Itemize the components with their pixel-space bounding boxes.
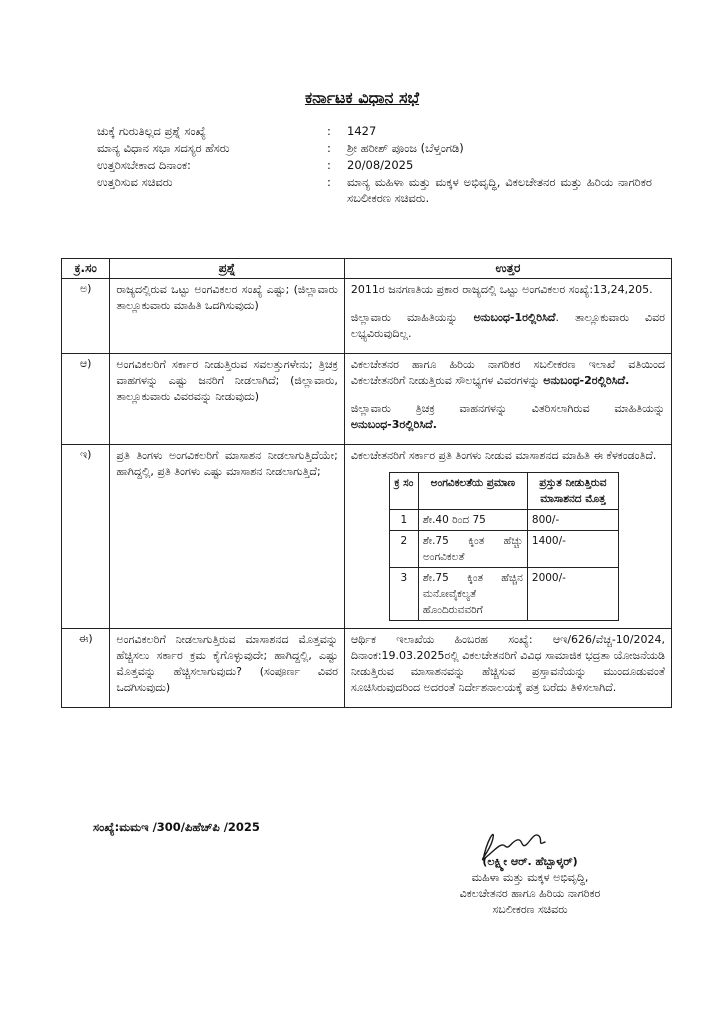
answer-para: ಜಿಲ್ಲಾವಾರು ಮಾಹಿತಿಯನ್ನು ಅನುಬಂಧ-1ರಲ್ಲಿರಿಸಿದೆ. ತಾಲ್ಲೂಕುವಾರು ವಿವರ ಲಭ್ಯವಿರುವುದಿಲ್ಲ.: [350, 311, 665, 340]
annexure-ref: ಅನುಬಂಧ-2ರಲ್ಲಿರಿಸಿದೆ.: [543, 374, 630, 387]
question-meta: [97, 123, 652, 206]
signatory-designation-line: ವಿಕಲಚೇತನರ ಹಾಗೂ ಹಿರಿಯ ನಾಗರಿಕರ: [459, 887, 601, 900]
row-answer: [344, 445, 671, 629]
answer-para: 2011ರ ಜನಗಣತಿಯ ಪ್ರಕಾರ ರಾಜ್ಯದಲ್ಲಿ ಒಟ್ಟು ಅಂಗವಿಕಲರ ಸಂಖ್ಯೆ:13,24,205.: [350, 283, 653, 296]
row-sl: ಈ): [62, 629, 110, 708]
meta-value: ಶ್ರೀ ಹರೀಶ್ ಪೂಂಜ (ಬೆಳ್ತಂಗಡಿ): [347, 141, 464, 155]
reference-number: ಸಂಖ್ಯೆ:ಮಮಇ /300/ಪಿಹೆಚ್‌ಪಿ /2025: [93, 820, 260, 834]
table-row: [62, 445, 672, 629]
signatory-name: (ಲಕ್ಷ್ಮೀ ಆರ್. ಹೆಬ್ಬಾಳ್ಕರ್): [482, 855, 578, 868]
pension-row: [389, 568, 618, 621]
pension-extent: ಶೇ.40 ರಿಂದ 75: [418, 510, 527, 531]
pension-header-sl: ಕ್ರ ಸಂ: [389, 473, 418, 510]
pension-sl: 1: [389, 510, 418, 531]
meta-row-question-number: [97, 123, 652, 140]
meta-colon: :: [327, 175, 331, 189]
pension-header-row: [389, 473, 618, 510]
row-answer: [344, 629, 671, 708]
row-sl: ಆ): [62, 354, 110, 445]
meta-label: ಮಾನ್ಯ ವಿಧಾನ ಸಭಾ ಸದಸ್ಯರ ಹೆಸರು: [97, 141, 230, 155]
row-answer: [344, 354, 671, 445]
annexure-ref: ಅನುಬಂಧ-3ರಲ್ಲಿರಿಸಿದೆ.: [350, 418, 437, 431]
signatory-designation-line: ಮಹಿಳಾ ಮತ್ತು ಮಕ್ಕಳ ಅಭಿವೃದ್ಧಿ,: [471, 871, 589, 884]
table-header-row: [62, 259, 672, 279]
pension-header-extent: ಅಂಗವಿಕಲತೆಯ ಪ್ರಮಾಣ: [418, 473, 527, 510]
meta-label: ಚುಕ್ಕೆ ಗುರುತಿಲ್ಲದ ಪ್ರಶ್ನೆ ಸಂಖ್ಯೆ: [97, 124, 206, 138]
pension-table: [389, 472, 619, 621]
answer-para: ವಿಕಲಚೇತನರ ಹಾಗೂ ಹಿರಿಯ ನಾಗರಿಕರ ಸಬಲೀಕರಣ ಇಲಾಖೆ ವತಿಯಿಂದ ವಿಕಲಚೇತನರಿಗೆ ನೀಡುತ್ತಿರುವ ಸೌಲಭ್ಯಗಳ ವಿವರಗಳನ್ನು ಅನುಬಂಧ-2ರಲ್ಲಿರಿಸಿದೆ.: [350, 358, 665, 387]
signature-block: [400, 854, 660, 918]
meta-label: ಉತ್ತರಿಸಬೇಕಾದ ದಿನಾಂಕ:: [97, 158, 191, 172]
pension-row: [389, 510, 618, 531]
row-sl: ಇ): [62, 445, 110, 629]
meta-value: 1427: [347, 124, 377, 138]
header-sl: ಕ್ರ.ಸಂ: [62, 259, 110, 279]
header-answer: ಉತ್ತರ: [344, 259, 671, 279]
pension-amount: 2000/-: [527, 568, 618, 621]
meta-value: 20/08/2025: [347, 158, 414, 172]
pension-header-amount: ಪ್ರಸ್ತುತ ನೀಡುತ್ತಿರುವ ಮಾಸಾಶನದ ಮೊತ್ತ: [527, 473, 618, 510]
pension-amount: 1400/-: [527, 531, 618, 568]
header-question: ಪ್ರಶ್ನೆ: [110, 259, 344, 279]
table-row: [62, 279, 672, 354]
meta-row-minister: [97, 174, 652, 206]
pension-row: [389, 531, 618, 568]
answer-para: ಜಿಲ್ಲಾವಾರು ತ್ರಿಚಕ್ರ ವಾಹನಗಳನ್ನು ವಿತರಿಸಲಾಗಿರುವ ಮಾಹಿತಿಯನ್ನು ಅನುಬಂಧ-3ರಲ್ಲಿರಿಸಿದೆ.: [350, 402, 665, 431]
meta-label: ಉತ್ತರಿಸುವ ಸಚಿವರು: [97, 175, 173, 189]
meta-row-member-name: [97, 140, 652, 157]
row-sl: ಅ): [62, 279, 110, 354]
meta-colon: :: [327, 124, 331, 138]
row-question: ಅಂಗವಿಕಲರಿಗೆ ನೀಡಲಾಗುತ್ತಿರುವ ಮಾಸಾಶನದ ಮೊತ್ತವನ್ನು ಹೆಚ್ಚಿಸಲು ಸರ್ಕಾರ ಕ್ರಮ ಕೈಗೊಳ್ಳುವುದೇ; ಹಾಗಿದ್ದಲ್ಲಿ, ಎಷ್ಟು ಮೊತ್ತವನ್ನು ಹೆಚ್ಚಿಸಲಾಗುವುದು? (ಸಂಪೂರ್ಣ ವಿವರ ಒದಗಿಸುವುದು): [110, 629, 344, 708]
pension-sl: 3: [389, 568, 418, 621]
answer-para: ಆರ್ಥಿಕ ಇಲಾಖೆಯ ಹಿಂಬರಹ ಸಂಖ್ಯೆ: ಆಇ/626/ವೆಚ್ಚ-10/2024, ದಿನಾಂಕ:19.03.2025ರಲ್ಲಿ ವಿಕಲಚೇತನರಿಗೆ ವಿವಿಧ ಸಾಮಾಜಿಕ ಭದ್ರತಾ ಯೋಜನೆಯಡಿ ನೀಡುತ್ತಿರುವ ಮಾಸಾಶನವನ್ನು ಹೆಚ್ಚಿಸುವ ಪ್ರಸ್ತಾವನೆಯನ್ನು ಮುಂದೂಡುವಂತೆ ಸೂಚಿಸಿರುವುದರಿಂದ ಅದರಂತೆ ನಿರ್ದೇಶನಾಲಯಕ್ಕೆ ಪತ್ರ ಬರೆದು ತಿಳಿಸಲಾಗಿದೆ.: [350, 633, 665, 694]
annexure-ref: ಅನುಬಂಧ-1ರಲ್ಲಿರಿಸಿದೆ: [473, 311, 556, 324]
pension-extent: ಶೇ.75 ಕ್ಕಿಂತ ಹೆಚ್ಚಿನ ಮನೋವೈಕಲ್ಯತೆ ಹೊಂದಿರುವವರಿಗೆ: [418, 568, 527, 621]
meta-colon: :: [327, 158, 331, 172]
row-question: ಪ್ರತಿ ತಿಂಗಳು ಅಂಗವಿಕಲರಿಗೆ ಮಾಸಾಶನ ನೀಡಲಾಗುತ್ತಿದೆಯೇ; ಹಾಗಿದ್ದಲ್ಲಿ, ಪ್ರತಿ ತಿಂಗಳು ಎಷ್ಟು ಮಾಸಾಶನ ನೀಡಲಾಗುತ್ತಿದೆ;: [110, 445, 344, 629]
meta-value: ಮಾನ್ಯ ಮಹಿಳಾ ಮತ್ತು ಮಕ್ಕಳ ಅಭಿವೃದ್ಧಿ, ವಿಕಲಚೇತನರ ಮತ್ತು ಹಿರಿಯ ನಾಗರಿಕರ ಸಬಲೀಕರಣ ಸಚಿವರು.: [347, 175, 652, 205]
meta-colon: :: [327, 141, 331, 155]
pension-extent: ಶೇ.75 ಕ್ಕಿಂತ ಹೆಚ್ಚು ಅಂಗವಿಕಲತೆ: [418, 531, 527, 568]
pension-sl: 2: [389, 531, 418, 568]
row-answer: [344, 279, 671, 354]
row-question: ಅಂಗವಿಕಲರಿಗೆ ಸರ್ಕಾರ ನೀಡುತ್ತಿರುವ ಸವಲತ್ತುಗಳೇನು; ತ್ರಿಚಕ್ರ ವಾಹಗಳನ್ನು ಎಷ್ಟು ಜನರಿಗೆ ನೀಡಲಾಗಿದೆ; (ಜಿಲ್ಲಾವಾರು, ತಾಲ್ಲೂಕುವಾರು ವಿವರವನ್ನು ನೀಡುವುದು): [110, 354, 344, 445]
pension-amount: 800/-: [527, 510, 618, 531]
table-row: [62, 354, 672, 445]
row-question: ರಾಜ್ಯದಲ್ಲಿರುವ ಒಟ್ಟು ಅಂಗವಿಕಲರ ಸಂಖ್ಯೆ ಎಷ್ಟು; (ಜಿಲ್ಲಾವಾರು ತಾಲ್ಲೂಕುವಾರು ಮಾಹಿತಿ ಒದಗಿಸುವುದು): [110, 279, 344, 354]
document-title: ಕರ್ನಾಟಕ ವಿಧಾನ ಸಭೆ: [304, 88, 420, 107]
answer-para: ವಿಕಲಚೇತನರಿಗೆ ಸರ್ಕಾರ ಪ್ರತಿ ತಿಂಗಳು ನೀಡುವ ಮಾಸಾಶನದ ಮಾಹಿತಿ ಈ ಕೆಳಕಂಡಂತಿದೆ.: [350, 449, 657, 462]
table-row: [62, 629, 672, 708]
meta-row-answer-date: [97, 157, 652, 174]
signatory-designation-line: ಸಬಲೀಕರಣ ಸಚಿವರು: [492, 903, 568, 916]
question-answer-table: [61, 258, 672, 708]
